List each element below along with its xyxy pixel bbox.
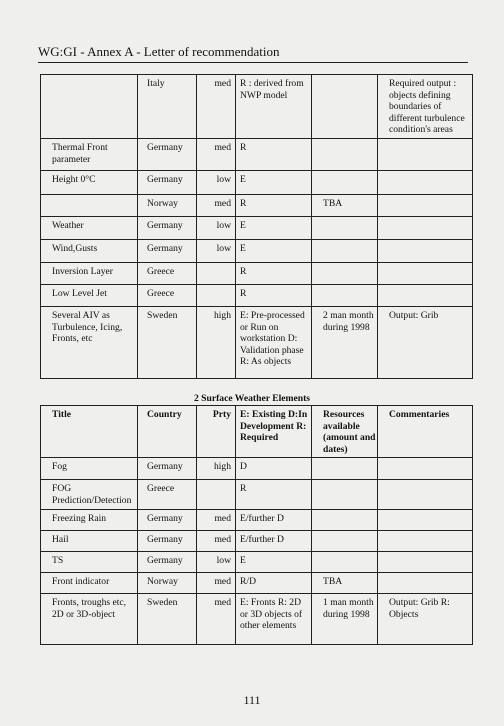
cell-title [41, 75, 138, 139]
cell-resources [312, 480, 378, 510]
cell-comments [378, 217, 473, 240]
cell-resources [312, 240, 378, 263]
table-row [41, 285, 473, 307]
cell-comments [378, 285, 473, 307]
table-row [41, 171, 473, 195]
cell-comments [378, 531, 473, 552]
cell-status: E: Pre-processed or Run on workstation D: Validation phase R: As objects [236, 307, 312, 379]
cell-title: Low Level Jet [41, 285, 138, 307]
cell-priority: med [197, 195, 236, 217]
cell-priority: high [197, 307, 236, 379]
cell-status: R [236, 263, 312, 285]
cell-status: E [236, 217, 312, 240]
cell-resources [312, 510, 378, 531]
cell-comments: Output: Grib [378, 307, 473, 379]
cell-country: Italy [138, 75, 197, 139]
cell-resources [312, 552, 378, 573]
cell-title: Weather [41, 217, 138, 240]
cell-status: R [236, 480, 312, 510]
cell-status: E/further D [236, 510, 312, 531]
cell-resources [312, 531, 378, 552]
cell-priority: med [197, 75, 236, 139]
cell-resources [312, 458, 378, 480]
cell-comments [378, 573, 473, 594]
section-title: 2 Surface Weather Elements [193, 393, 311, 404]
cell-title: Wind,Gusts [41, 240, 138, 263]
cell-priority: low [197, 240, 236, 263]
cell-country: Norway [138, 195, 197, 217]
cell-comments [378, 510, 473, 531]
cell-priority: low [197, 171, 236, 195]
cell-priority: med [197, 573, 236, 594]
table-row [41, 75, 473, 139]
cell-resources [312, 217, 378, 240]
cell-title: Inversion Layer [41, 263, 138, 285]
table-row [41, 510, 473, 531]
cell-comments [378, 552, 473, 573]
table-surface-weather [40, 405, 473, 645]
cell-resources [312, 285, 378, 307]
cell-comments: Required output : objects defining boundaries of different turbulence condition's areas [378, 75, 473, 139]
cell-title: Fog [41, 458, 138, 480]
table-row [41, 217, 473, 240]
cell-comments [378, 240, 473, 263]
cell-priority [197, 285, 236, 307]
cell-resources: TBA [312, 573, 378, 594]
cell-comments [378, 458, 473, 480]
table-row [41, 195, 473, 217]
cell-resources [312, 171, 378, 195]
cell-comments: Output: Grib R: Objects [378, 594, 473, 645]
header-country: Country [138, 406, 197, 458]
cell-status: E [236, 552, 312, 573]
table-row [41, 458, 473, 480]
cell-country: Greece [138, 285, 197, 307]
cell-status: E/further D [236, 531, 312, 552]
cell-comments [378, 480, 473, 510]
cell-priority [197, 480, 236, 510]
cell-title: Height 0°C [41, 171, 138, 195]
cell-resources [312, 75, 378, 139]
table-row [41, 263, 473, 285]
cell-title [41, 195, 138, 217]
table-row [41, 594, 473, 645]
cell-title: Freezing Rain [41, 510, 138, 531]
table-row [41, 139, 473, 171]
header-priority: Prty [197, 406, 236, 458]
table-upper-air [40, 74, 473, 379]
cell-comments [378, 263, 473, 285]
table-row [41, 480, 473, 510]
cell-status: R [236, 285, 312, 307]
table-row [41, 573, 473, 594]
cell-title: Front indicator [41, 573, 138, 594]
cell-status: E: Fronts R: 2D or 3D objects of other elements [236, 594, 312, 645]
cell-country: Germany [138, 240, 197, 263]
cell-country: Greece [138, 480, 197, 510]
cell-title: Hail [41, 531, 138, 552]
cell-comments [378, 195, 473, 217]
cell-resources: 1 man month during 1998 [312, 594, 378, 645]
cell-comments [378, 171, 473, 195]
table-row [41, 307, 473, 379]
cell-status: E [236, 240, 312, 263]
table-row [41, 552, 473, 573]
cell-comments [378, 139, 473, 171]
cell-priority: med [197, 594, 236, 645]
cell-title: TS [41, 552, 138, 573]
cell-resources: 2 man month during 1998 [312, 307, 378, 379]
table-header-row [41, 406, 473, 458]
cell-country: Germany [138, 531, 197, 552]
cell-title: Thermal Front parameter [41, 139, 138, 171]
cell-status: R [236, 195, 312, 217]
cell-resources [312, 263, 378, 285]
header-resources: Resources available (amount and dates) [312, 406, 378, 458]
page-header: WG:GI - Annex A - Letter of recommendation [38, 44, 468, 63]
cell-country: Germany [138, 552, 197, 573]
cell-country: Germany [138, 510, 197, 531]
cell-status: R [236, 139, 312, 171]
header-title: Title [41, 406, 138, 458]
cell-resources [312, 139, 378, 171]
cell-title: Several AIV as Turbulence, Icing, Fronts, etc [41, 307, 138, 379]
header-status: E: Existing D:In Development R: Required [236, 406, 312, 458]
cell-country: Germany [138, 458, 197, 480]
cell-country: Germany [138, 171, 197, 195]
cell-country: Greece [138, 263, 197, 285]
cell-status: E [236, 171, 312, 195]
cell-country: Norway [138, 573, 197, 594]
cell-country: Sweden [138, 307, 197, 379]
cell-country: Germany [138, 139, 197, 171]
cell-status: R/D [236, 573, 312, 594]
cell-priority: med [197, 531, 236, 552]
cell-country: Germany [138, 217, 197, 240]
cell-priority: high [197, 458, 236, 480]
page-number: 111 [243, 693, 261, 707]
header-commentaries: Commentaries [378, 406, 473, 458]
table-row [41, 240, 473, 263]
cell-country: Sweden [138, 594, 197, 645]
cell-priority: med [197, 139, 236, 171]
cell-priority: low [197, 552, 236, 573]
cell-resources: TBA [312, 195, 378, 217]
cell-title: FOG Prediction/Detection [41, 480, 138, 510]
cell-status: D [236, 458, 312, 480]
cell-priority: med [197, 510, 236, 531]
table-row [41, 531, 473, 552]
cell-status: R : derived from NWP model [236, 75, 312, 139]
cell-priority [197, 263, 236, 285]
cell-title: Fronts, troughs etc, 2D or 3D-object [41, 594, 138, 645]
cell-priority: low [197, 217, 236, 240]
